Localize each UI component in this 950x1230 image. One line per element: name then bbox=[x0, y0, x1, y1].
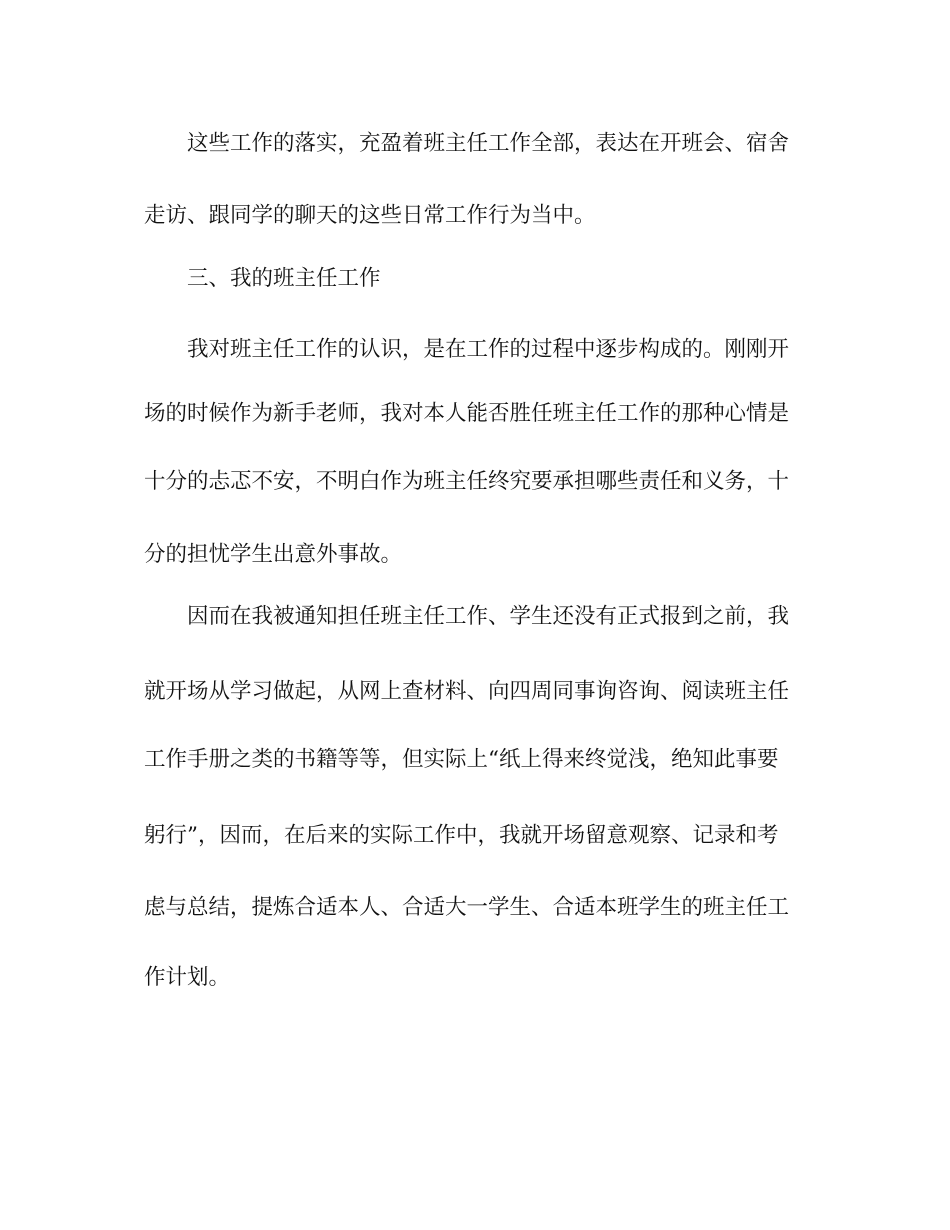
paragraph-2-line-2: 场的时候作为新手老师，我对本人能否胜任班主任工作的那种心情是 bbox=[144, 401, 790, 426]
paragraph-2-line-3: 十分的忐忑不安，不明白作为班主任终究要承担哪些责任和义务，十 bbox=[144, 469, 790, 494]
paragraph-3-line-2: 就开场从学习做起，从网上查材料、向四周同事询咨询、阅读班主任 bbox=[144, 679, 790, 704]
paragraph-2-line-1: 我对班主任工作的认识，是在工作的过程中逐步构成的。刚刚开 bbox=[187, 337, 790, 362]
paragraph-1-line-2: 走访、跟同学的聊天的这些日常工作行为当中。 bbox=[144, 203, 596, 228]
paragraph-2-line-4: 分的担忧学生出意外事故。 bbox=[144, 542, 403, 567]
paragraph-3-line-4: 躬行”，因而，在后来的实际工作中，我就开场留意观察、记录和考 bbox=[144, 823, 779, 848]
section-heading: 三、我的班主任工作 bbox=[187, 266, 381, 291]
paragraph-3-line-5: 虑与总结，提炼合适本人、合适大一学生、合适本班学生的班主任工 bbox=[144, 895, 790, 920]
paragraph-3-line-6: 作计划。 bbox=[144, 965, 231, 990]
paragraph-1-line-1: 这些工作的落实，充盈着班主任工作全部，表达在开班会、宿舍 bbox=[187, 131, 790, 156]
paragraph-3-line-3: 工作手册之类的书籍等等，但实际上“纸上得来终觉浅，绝知此事要 bbox=[144, 747, 779, 772]
paragraph-3-line-1: 因而在我被通知担任班主任工作、学生还没有正式报到之前，我 bbox=[187, 604, 790, 629]
